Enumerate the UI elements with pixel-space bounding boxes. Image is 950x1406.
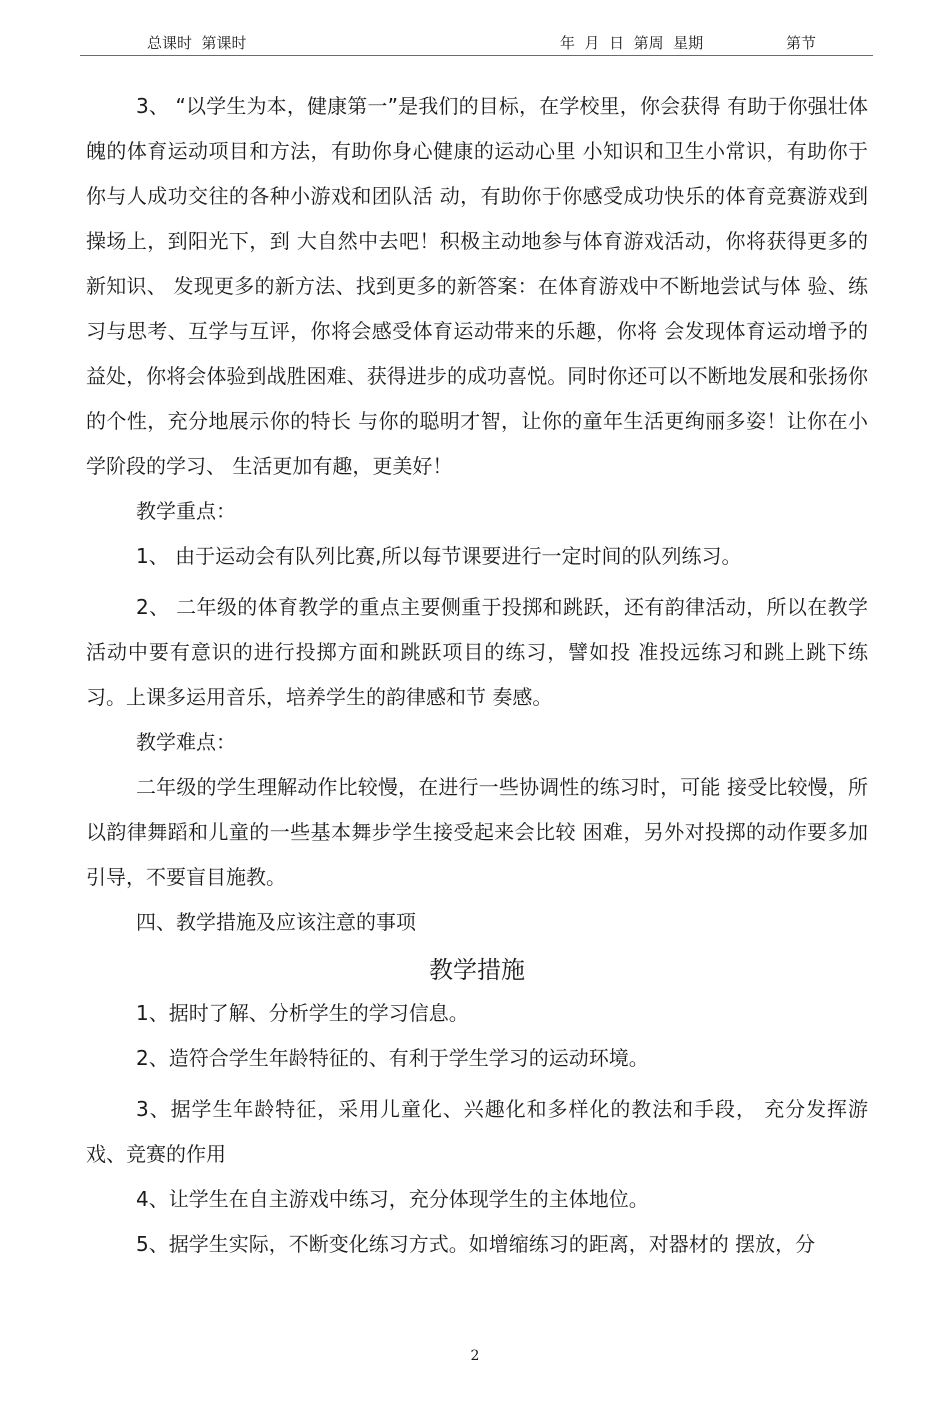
header-period: 第节 [786, 34, 817, 52]
measure-item-5: 5、据学生实际，不断变化练习方式。如增缩练习的距离，对器材的 摆放，分 [136, 1232, 816, 1256]
measure-item-1: 1、据时了解、分析学生的学习信息。 [136, 1001, 469, 1025]
measure-item-4: 4、让学生在自主游戏中练习，充分体现学生的主体地位。 [136, 1187, 649, 1211]
document-body [86, 84, 868, 1267]
focus-item-2: 2、 二年级的体育教学的重点主要侧重于投掷和跳跃，还有韵律活动，所以在教学活动中要有意识的进行投掷方面和跳跃项目的练习，譬如投 准投远练习和跳上跳下练习。上课多运用音乐，培养学生的韵律感和节 奏感。 [86, 595, 868, 709]
page-number: 2 [470, 1348, 480, 1364]
header-lesson-count: 总课时 第课时 [147, 34, 247, 52]
header-date-fields: 年 月 日 第周 星期 [560, 34, 704, 52]
measure-item-3: 3、据学生年龄特征，采用儿童化、兴趣化和多样化的教法和手段， 充分发挥游戏、竞赛的作用 [86, 1097, 868, 1166]
focus-item-1: 1、 由于运动会有队列比赛,所以每节课要进行一定时间的队列练习。 [136, 544, 742, 568]
heading-teaching-focus: 教学重点： [136, 499, 236, 523]
header-divider [80, 55, 873, 56]
section-four-heading: 四、教学措施及应该注意的事项 [136, 910, 416, 934]
measure-item-2: 2、造符合学生年龄特征的、有利于学生学习的运动环境。 [136, 1046, 649, 1070]
page-header [0, 32, 950, 54]
heading-teaching-difficulty: 教学难点： [136, 730, 236, 754]
measures-title: 教学措施 [429, 956, 525, 984]
difficulty-paragraph: 二年级的学生理解动作比较慢，在进行一些协调性的练习时，可能 接受比较慢，所以韵律舞蹈和儿童的一些基本舞步学生接受起来会比较 困难，另外对投掷的动作要多加引导，不要盲目施教。 [86, 775, 868, 889]
paragraph-goal: 3、 “以学生为本，健康第一”是我们的目标，在学校里，你会获得 有助于你强壮体魄的体育运动项目和方法，有助你身心健康的运动心里 小知识和卫生小常识，有助你于你与人成功交往的各种小游戏和团队活 动，有助你于你感受成功快乐的体育竞赛游戏到操场上，到阳光下，到 大自然中去吧！积极主动地参与体育游戏活动，你将获得更多的新知识、 发现更多的新方法、找到更多的新答案：在体育游戏中不断地尝试与体 验、练习与思考、互学与互评，你将会感受体育运动带来的乐趣，你将 会发现体育运动增予的益处，你将会体验到战胜困难、获得进步的成功喜悦。同时你还可以不断地发展和张扬你的个性，充分地展示你的特长 与你的聪明才智，让你的童年生活更绚丽多姿！让你在小学阶段的学习、 生活更加有趣，更美好！ [86, 94, 868, 478]
